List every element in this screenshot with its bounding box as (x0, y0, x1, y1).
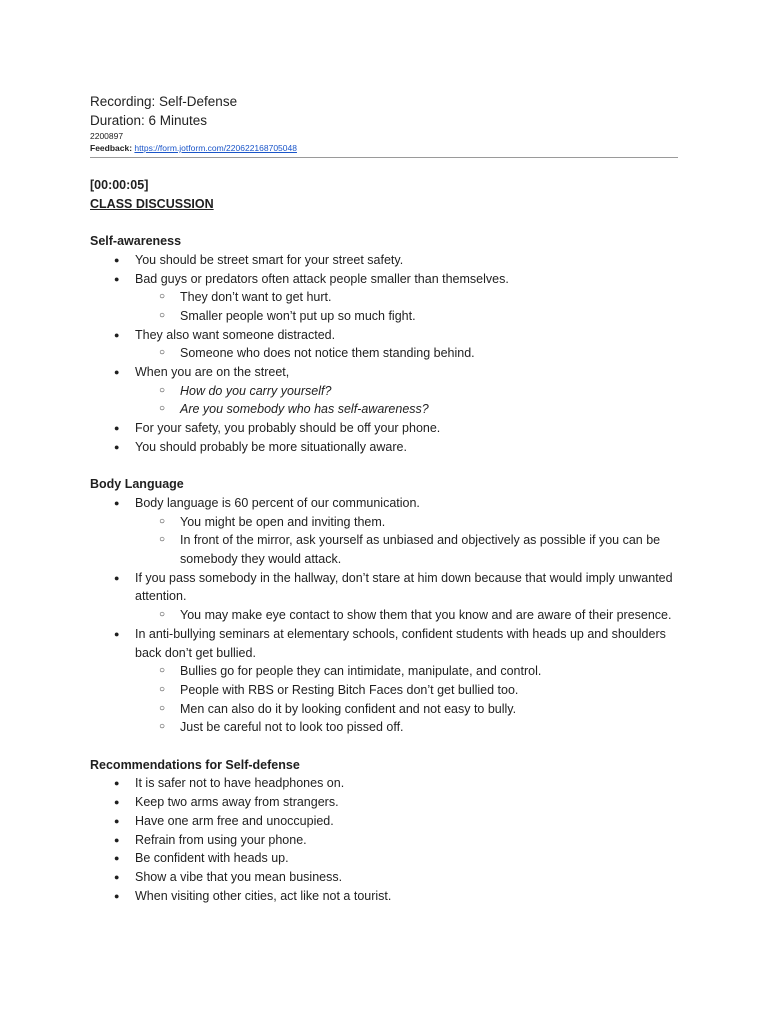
duration: Duration: 6 Minutes (90, 113, 208, 128)
sub-list-item: ○ How do you carry yourself? (90, 382, 690, 401)
heading-self-awareness: Self-awareness (90, 234, 182, 249)
sub-list-item: ○ Are you somebody who has self-awareness? (90, 400, 690, 419)
list-item: ● Bad guys or predators often attack people smaller than themselves. (90, 270, 690, 289)
sub-list-item: ○ You may make eye contact to show them that you know and are aware of their presence. (90, 606, 690, 625)
section-title: CLASS DISCUSSION (90, 196, 214, 211)
heading-recommendations: Recommendations for Self-defense (90, 757, 300, 772)
sub-list-item: ○ They don’t want to get hurt. (90, 288, 690, 307)
list-item: ● In anti-bullying seminars at elementary schools, confident students with heads up and shoulders back don’t get bullied. (90, 625, 690, 662)
list-item: ● If you pass somebody in the hallway, don’t stare at him down because that would imply unwanted attention. (90, 569, 690, 606)
sub-list-item: ○ You might be open and inviting them. (90, 513, 690, 532)
sub-list-item: ○ Bullies go for people they can intimidate, manipulate, and control. (90, 662, 690, 681)
list-item: ● Body language is 60 percent of our communication. (90, 494, 690, 513)
heading-body-language: Body Language (90, 477, 184, 492)
list-item: ● Show a vibe that you mean business. (90, 868, 690, 887)
document-header (90, 92, 678, 158)
header-divider (90, 157, 678, 158)
document-id: 2200897 (90, 131, 124, 141)
list-item: ● You should probably be more situationally aware. (90, 438, 690, 457)
feedback-link[interactable]: https://form.jotform.com/220622168705048 (134, 143, 297, 153)
list-item: ● Refrain from using your phone. (90, 831, 690, 850)
sub-list-item: ○ Men can also do it by looking confident and not easy to bully. (90, 700, 690, 719)
sub-list-item: ○ In front of the mirror, ask yourself as unbiased and objectively as possible if you can be somebody they would attack. (90, 531, 690, 568)
list-item: ● Have one arm free and unoccupied. (90, 812, 690, 831)
document-body (90, 176, 690, 905)
recording-title: Recording: Self-Defense (90, 94, 238, 109)
feedback-label: Feedback: (90, 143, 133, 153)
timestamp: [00:00:05] (90, 178, 149, 192)
sub-list-item: ○ Someone who does not notice them standing behind. (90, 344, 690, 363)
list-item: ● Be confident with heads up. (90, 849, 690, 868)
list-item: ● You should be street smart for your street safety. (90, 251, 690, 270)
sub-list-item: ○ People with RBS or Resting Bitch Faces don’t get bullied too. (90, 681, 690, 700)
feedback-line (90, 142, 678, 154)
sub-list-item: ○ Just be careful not to look too pissed off. (90, 718, 690, 737)
list-item: ● It is safer not to have headphones on. (90, 774, 690, 793)
list-item: ● Keep two arms away from strangers. (90, 793, 690, 812)
list-item: ● When visiting other cities, act like not a tourist. (90, 887, 690, 906)
list-item: ● For your safety, you probably should be off your phone. (90, 419, 690, 438)
list-item: ● When you are on the street, (90, 363, 690, 382)
list-item: ● They also want someone distracted. (90, 326, 690, 345)
sub-list-item: ○ Smaller people won’t put up so much fight. (90, 307, 690, 326)
